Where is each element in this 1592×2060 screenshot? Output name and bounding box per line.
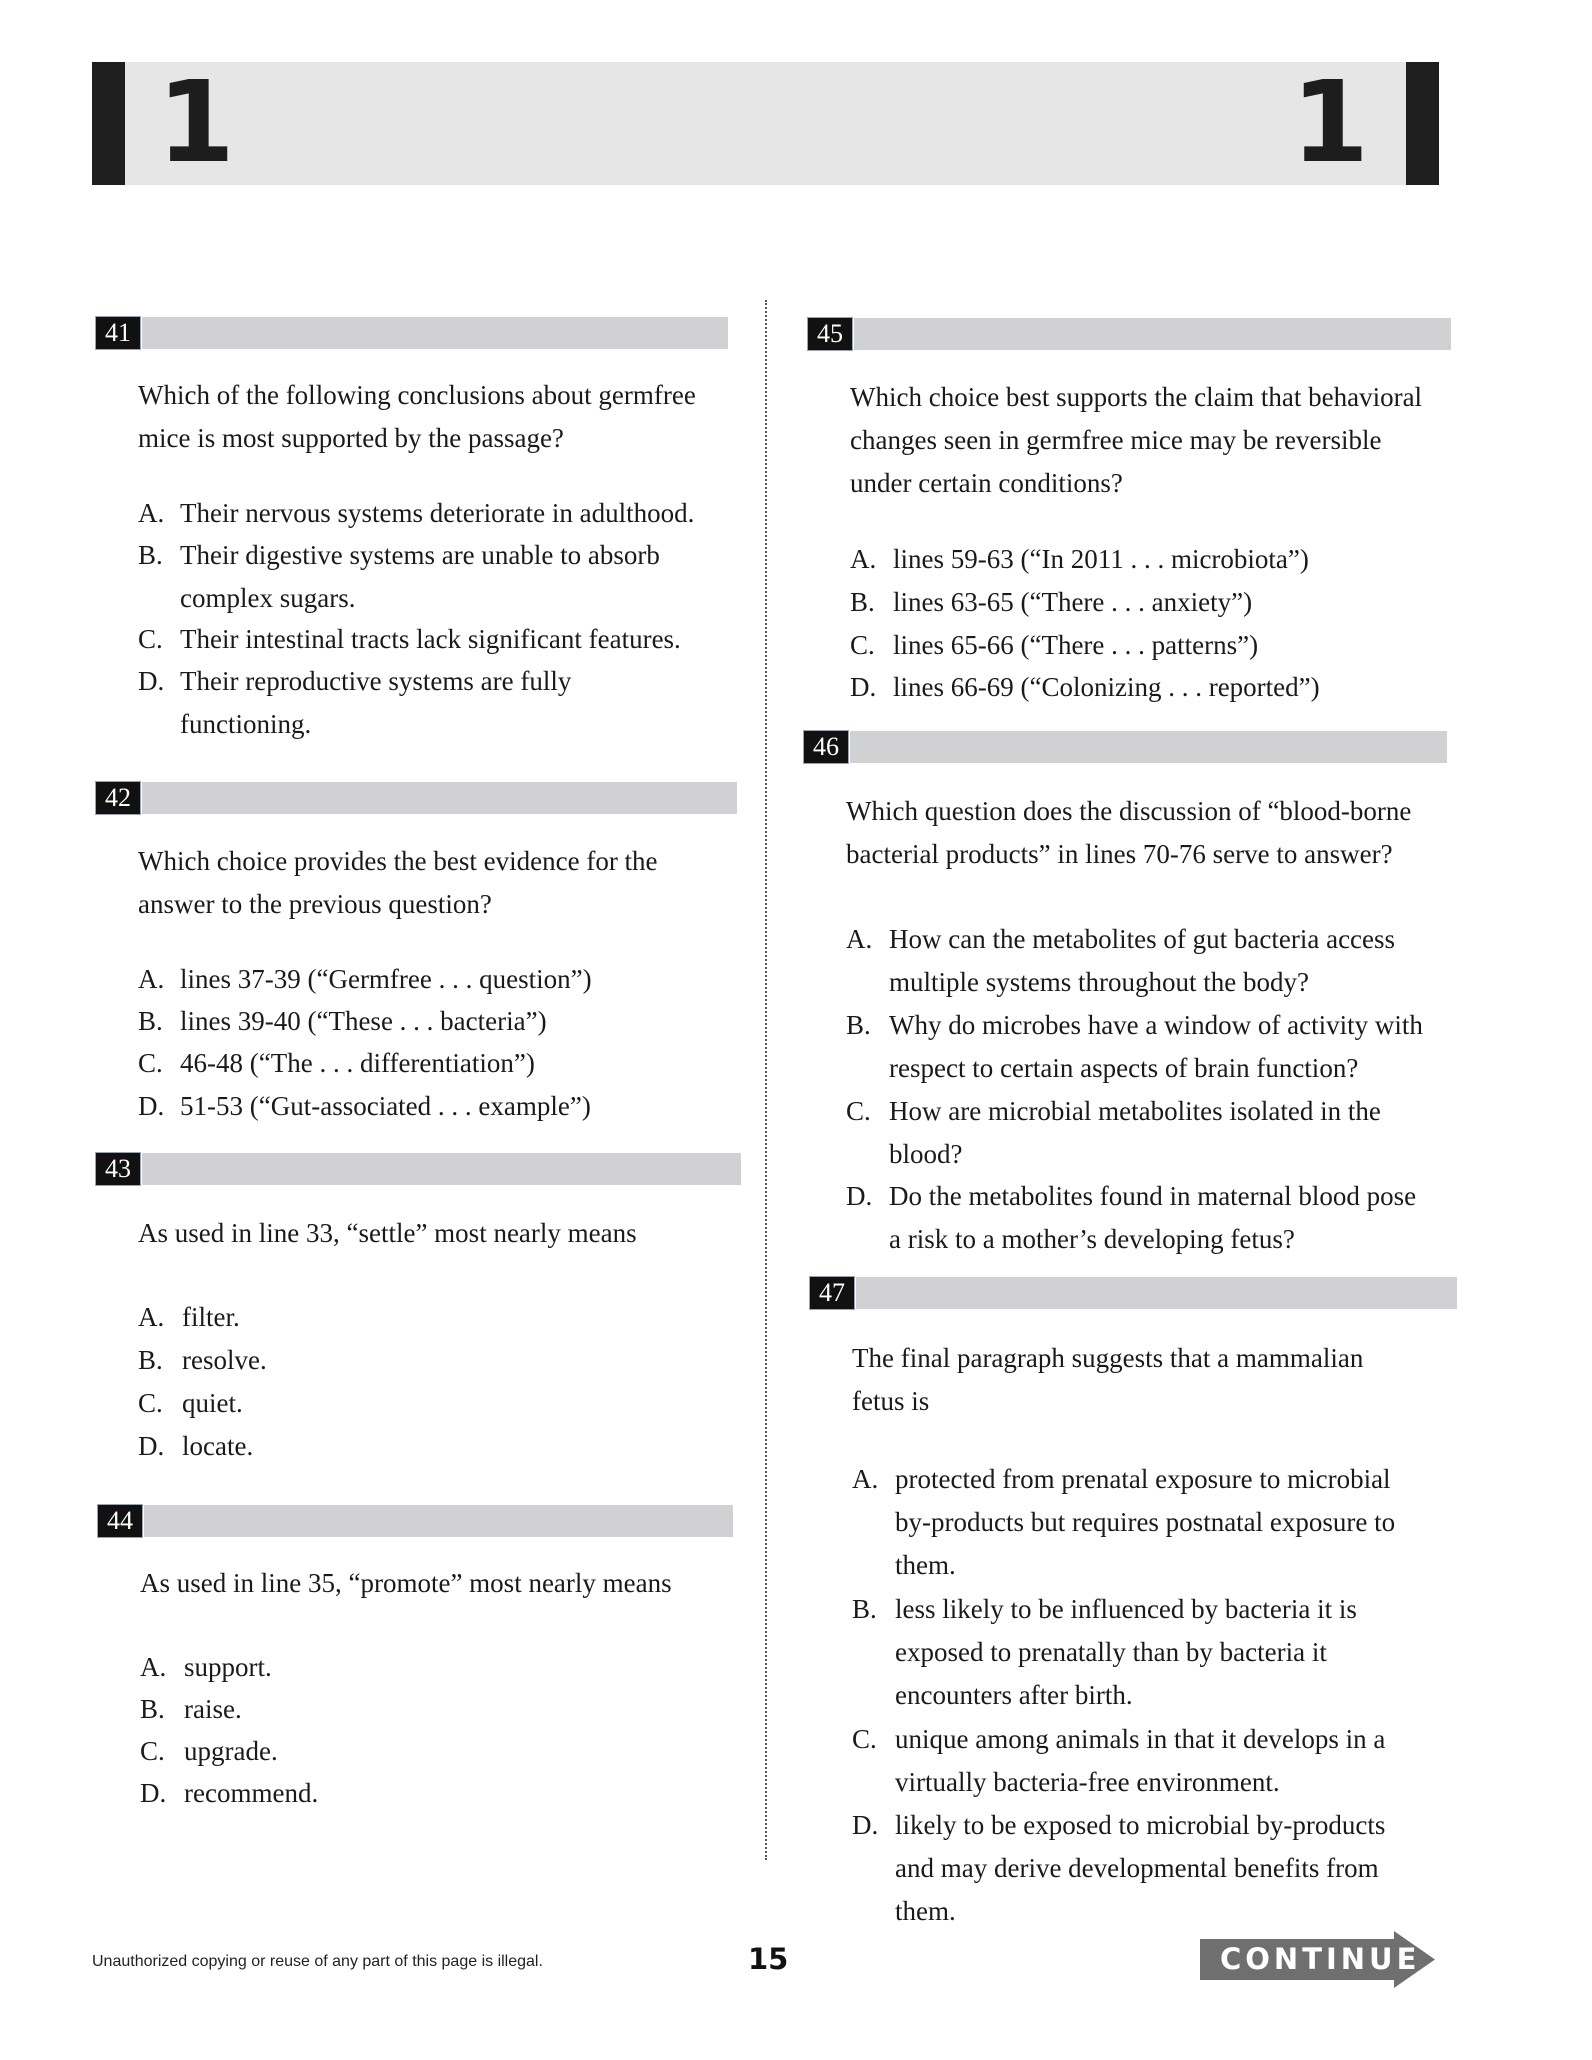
option-d[interactable] [138,1425,253,1468]
question-bar [142,1153,741,1185]
option-letter: A. [138,1302,165,1332]
stem-line: mice is most supported by the passage? [138,423,564,453]
option-text: functioning. [180,709,312,739]
option-c[interactable] [140,1730,278,1773]
option-text: Do the metabolites found in maternal blood pose [889,1181,1417,1211]
option-letter: C. [138,1048,163,1078]
question-number: 45 [808,318,852,350]
option-text: likely to be exposed to microbial by-products [895,1810,1386,1840]
option-a[interactable] [850,538,1309,581]
page-number: 15 [748,1942,789,1976]
question-stem [138,840,658,926]
option-letter: C. [140,1736,165,1766]
option-b[interactable] [852,1588,1357,1717]
question-number: 42 [96,782,140,814]
question-header-42 [96,782,737,814]
option-text: 51-53 (“Gut-associated . . . example”) [180,1091,591,1121]
option-a[interactable] [138,492,694,535]
question-number: 43 [96,1153,140,1185]
stem-line: fetus is [852,1386,930,1416]
option-text: Why do microbes have a window of activity with [889,1010,1423,1040]
option-d[interactable] [850,666,1320,709]
banner-bar-left [92,62,125,185]
option-c[interactable] [138,1042,535,1085]
copyright-notice: Unauthorized copying or reuse of any part of this page is illegal. [92,1953,543,1970]
option-text: How can the metabolites of gut bacteria access [889,924,1396,954]
option-text: complex sugars. [180,583,356,613]
option-text: upgrade. [184,1736,278,1766]
option-a[interactable] [852,1458,1395,1587]
option-text: exposed to prenatally than by bacteria it [895,1637,1327,1667]
option-text: Their nervous systems deteriorate in adulthood. [180,498,695,528]
option-letter: C. [850,630,875,660]
option-text: and may derive developmental benefits from [895,1853,1379,1883]
option-text: lines 59-63 (“In 2011 . . . microbiota”) [893,544,1309,574]
option-text: recommend. [184,1778,319,1808]
option-text: respect to certain aspects of brain function? [889,1053,1359,1083]
option-text: quiet. [182,1388,243,1418]
stem-line: under certain conditions? [850,468,1123,498]
question-bar [142,317,728,349]
question-stem [138,1212,637,1255]
option-text: lines 66-69 (“Colonizing . . . reported”) [893,672,1320,702]
stem-line: The final paragraph suggests that a mammalian [852,1343,1364,1373]
option-d[interactable] [138,1085,591,1128]
stem-line: As used in line 33, “settle” most nearly means [138,1218,637,1248]
question-header-44 [98,1505,733,1537]
option-letter: D. [852,1810,879,1840]
option-letter: B. [138,1345,163,1375]
option-text: Their reproductive systems are fully [180,666,572,696]
option-text: them. [895,1896,956,1926]
option-text: raise. [184,1694,242,1724]
stem-line: answer to the previous question? [138,889,492,919]
option-text: How are microbial metabolites isolated in the [889,1096,1381,1126]
option-text: support. [184,1652,272,1682]
question-bar [856,1277,1457,1309]
option-letter: A. [140,1652,167,1682]
option-letter: B. [138,540,163,570]
option-letter: D. [140,1778,167,1808]
option-a[interactable] [140,1646,272,1689]
option-a[interactable] [846,918,1395,1004]
option-text: lines 63-65 (“There . . . anxiety”) [893,587,1253,617]
option-letter: D. [138,1091,165,1121]
option-text: Their digestive systems are unable to absorb [180,540,660,570]
option-text: unique among animals in that it develops in a [895,1724,1386,1754]
option-letter: B. [138,1006,163,1036]
option-b[interactable] [138,534,660,620]
option-b[interactable] [846,1004,1423,1090]
option-text: 46-48 (“The . . . differentiation”) [180,1048,535,1078]
option-a[interactable] [138,958,592,1001]
option-text: lines 37-39 (“Germfree . . . question”) [180,964,592,994]
option-c[interactable] [852,1718,1385,1804]
continue-label: CONTINUE [1220,1942,1421,1976]
option-letter: D. [846,1181,873,1211]
question-number: 44 [98,1505,142,1537]
option-d[interactable] [846,1175,1416,1261]
option-letter: A. [138,964,165,994]
stem-line: Which question does the discussion of “blood-borne [846,796,1412,826]
stem-line: Which of the following conclusions about germfree [138,380,696,410]
option-text: encounters after birth. [895,1680,1133,1710]
question-bar [854,318,1451,350]
column-divider [765,300,767,1860]
option-letter: C. [846,1096,871,1126]
option-c[interactable] [138,1382,243,1425]
question-header-43 [96,1153,741,1185]
option-letter: D. [138,666,165,696]
option-letter: B. [850,587,875,617]
section-banner [92,58,1439,188]
option-text: a risk to a mother’s developing fetus? [889,1224,1295,1254]
section-number-left: 1 [157,58,235,188]
option-text: blood? [889,1139,963,1169]
option-letter: A. [852,1464,879,1494]
continue-button[interactable] [1200,1931,1435,1988]
option-text: by-products but requires postnatal exposure to [895,1507,1396,1537]
question-stem [140,1562,672,1605]
question-header-47 [810,1277,1457,1309]
option-letter: B. [846,1010,871,1040]
option-b[interactable] [138,1000,547,1043]
question-number: 41 [96,317,140,349]
option-d[interactable] [138,660,571,746]
option-text: them. [895,1550,956,1580]
option-b[interactable] [140,1688,242,1731]
option-text: lines 39-40 (“These . . . bacteria”) [180,1006,547,1036]
question-stem [138,374,696,460]
option-letter: A. [846,924,873,954]
option-c[interactable] [850,624,1258,667]
question-header-41 [96,317,728,349]
option-c[interactable] [138,618,681,661]
stem-line: As used in line 35, “promote” most nearly means [140,1568,672,1598]
option-d[interactable] [140,1772,318,1815]
banner-bar-right [1406,62,1439,185]
question-header-45 [808,318,1451,350]
option-d[interactable] [852,1804,1385,1933]
option-letter: D. [850,672,877,702]
option-letter: B. [852,1594,877,1624]
option-c[interactable] [846,1090,1381,1176]
option-text: filter. [182,1302,240,1332]
option-letter: C. [852,1724,877,1754]
option-b[interactable] [850,581,1252,624]
question-number: 47 [810,1277,854,1309]
question-bar [144,1505,733,1537]
question-stem [846,790,1411,876]
option-text: virtually bacteria-free environment. [895,1767,1280,1797]
option-letter: D. [138,1431,165,1461]
option-letter: B. [140,1694,165,1724]
option-letter: A. [138,498,165,528]
question-header-46 [804,731,1447,763]
option-text: less likely to be influenced by bacteria it is [895,1594,1357,1624]
option-text: locate. [182,1431,254,1461]
option-letter: A. [850,544,877,574]
option-letter: C. [138,1388,163,1418]
option-b[interactable] [138,1339,267,1382]
stem-line: Which choice provides the best evidence for the [138,846,658,876]
question-number: 46 [804,731,848,763]
option-a[interactable] [138,1296,240,1339]
stem-line: changes seen in germfree mice may be reversible [850,425,1382,455]
question-stem [850,376,1422,505]
option-text: lines 65-66 (“There . . . patterns”) [893,630,1259,660]
option-text: Their intestinal tracts lack significant features. [180,624,681,654]
stem-line: Which choice best supports the claim that behavioral [850,382,1423,412]
option-text: protected from prenatal exposure to microbial [895,1464,1391,1494]
stem-line: bacterial products” in lines 70-76 serve to answer? [846,839,1393,869]
question-stem [852,1337,1363,1423]
option-text: multiple systems throughout the body? [889,967,1309,997]
question-bar [850,731,1447,763]
option-letter: C. [138,624,163,654]
question-bar [142,782,737,814]
section-number-right: 1 [1291,58,1369,188]
option-text: resolve. [182,1345,267,1375]
